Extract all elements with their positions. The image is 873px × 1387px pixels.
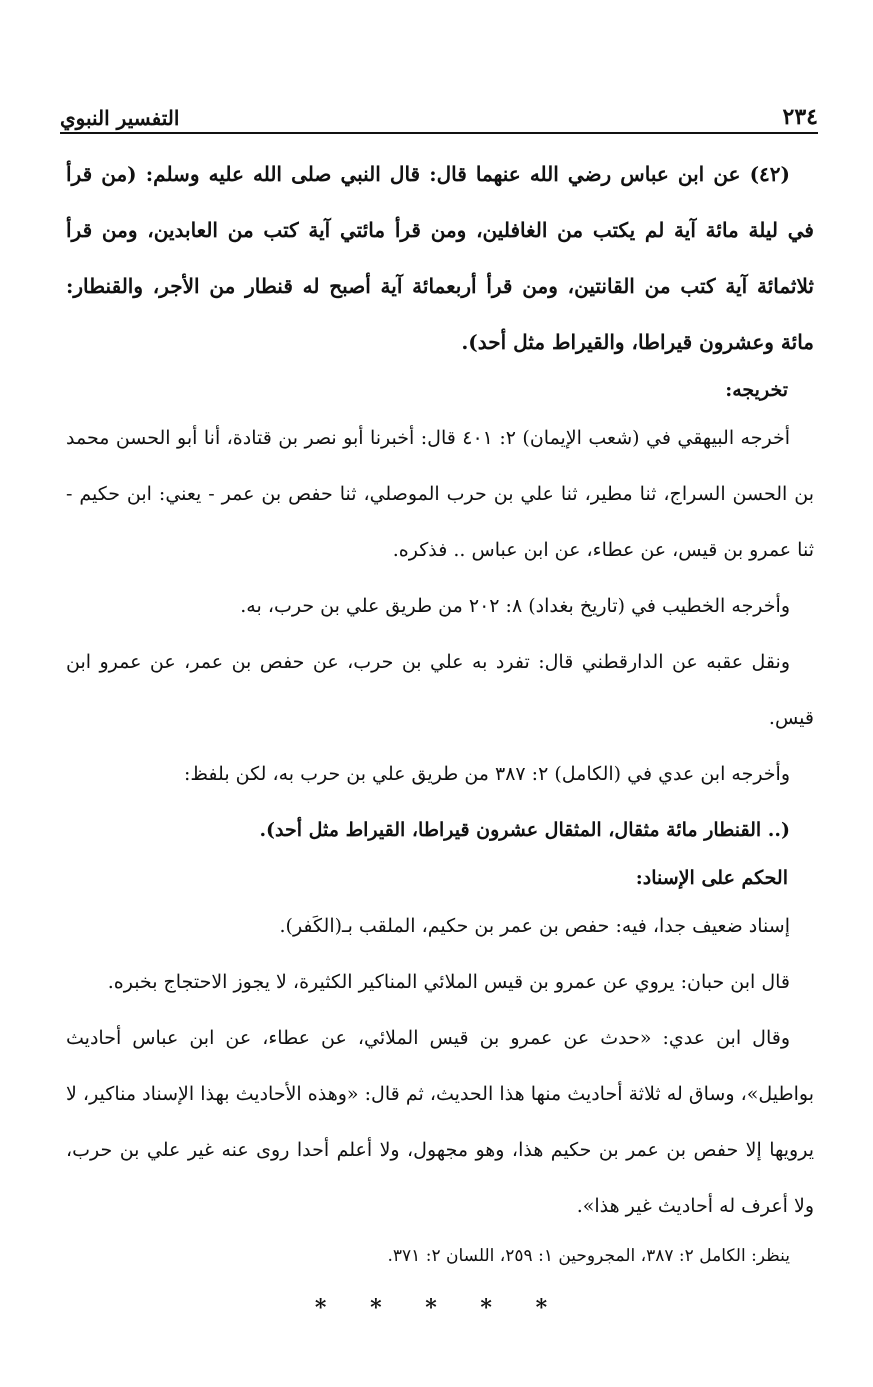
takhrij-paragraph-2: وأخرجه الخطيب في (تاريخ بغداد) ٨: ٢٠٢ من طريق علي بن حرب، به. <box>240 595 790 617</box>
hukm-paragraph-2: قال ابن حبان: يروي عن عمرو بن قيس الملائي المناكير الكثيرة، لا يجوز الاحتجاج بخبره. <box>107 971 790 993</box>
section-separator: * * * * * <box>314 1295 566 1321</box>
hukm-paragraph-3: وقال ابن عدي: «حدث عن عمرو بن قيس الملائي، عن عطاء، عن ابن عباس أحاديث بواطيل»، وساق له ثلاثة أحاديث منها هذا الحديث، ثم قال: «وهذه الأحاديث بهذا الإسناد مناكير، لا يرويها إلا حفص بن عمر بن حكيم هذا، وهو مجهول، ولا أعلم أحدا روى عنه غير علي بن حرب، ولا أعرف له أحاديث غير هذا». <box>66 1027 814 1217</box>
takhrij-paragraph-3: ونقل عقبه عن الدارقطني قال: تفرد به علي بن حرب، عن حفص بن عمر، عن عمرو ابن قيس. <box>66 651 814 729</box>
hadith-text: (٤٢) عن ابن عباس رضي الله عنهما قال: قال النبي صلى الله عليه وسلم: (من قرأ في ليلة مائة آية لم يكتب من الغافلين، ومن قرأ مائتي آية كتب من العابدين، ومن قرأ ثلاثمائة آية كتب من القانتين، ومن قرأ أربعمائة آية أصبح له قنطار من الأجر، والقنطار: مائة وعشرون قيراطا، والقيراط مثل أحد). <box>66 162 814 354</box>
page-body <box>66 146 814 1338</box>
takhrij-heading: تخريجه: <box>725 379 788 401</box>
page-number: ٢٣٤ <box>782 104 818 130</box>
hukm-paragraph-1: إسناد ضعيف جدا، فيه: حفص بن عمر بن حكيم، الملقب بـ(الكَفر). <box>279 915 790 937</box>
takhrij-paragraph-4: وأخرجه ابن عدي في (الكامل) ٢: ٣٨٧ من طريق علي بن حرب به، لكن بلفظ: <box>184 763 790 785</box>
takhrij-quoted-wording: (.. القنطار مائة مثقال، المثقال عشرون قيراطا، القيراط مثل أحد). <box>259 819 790 841</box>
book-title: التفسير النبوي <box>60 106 180 130</box>
hukm-heading: الحكم على الإسناد: <box>635 867 788 889</box>
references-line: ينظر: الكامل ٢: ٣٨٧، المجروحين ١: ٢٥٩، اللسان ٢: ٣٧١. <box>387 1246 790 1266</box>
running-header <box>60 96 818 134</box>
takhrij-paragraph-1: أخرجه البيهقي في (شعب الإيمان) ٢: ٤٠١ قال: أخبرنا أبو نصر بن قتادة، أنا أبو الحسن محمد بن الحسن السراج، ثنا مطير، ثنا علي بن حرب الموصلي، ثنا حفص بن عمر - يعني: ابن حكيم - ثنا عمرو بن قيس، عن عطاء، عن ابن عباس .. فذكره. <box>66 427 814 561</box>
